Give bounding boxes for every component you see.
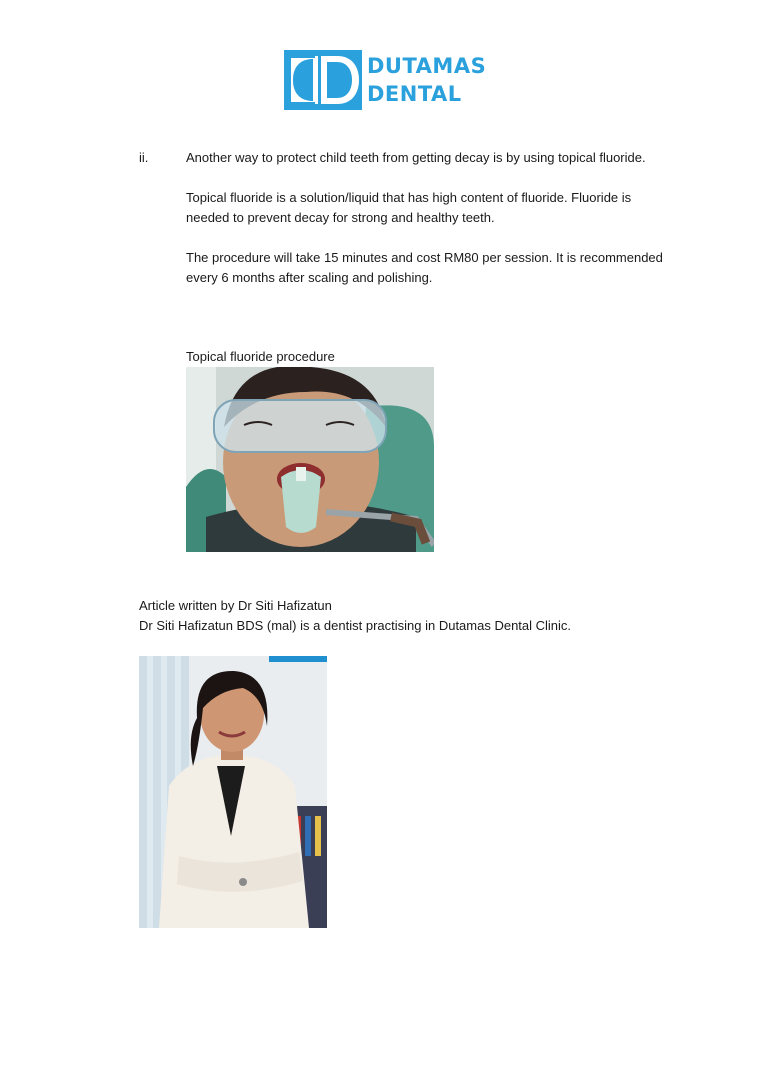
author-portrait-photo <box>139 656 327 928</box>
procedure-line: The procedure will take 15 minutes and cost RM80 per session. It is recommended <box>186 250 663 265</box>
author-bio: Dr Siti Hafizatun BDS (mal) is a dentist practising in Dutamas Dental Clinic. <box>139 618 572 633</box>
clinic-logo <box>281 48 491 112</box>
list-number: ii. <box>139 150 149 165</box>
logo-line2: DENTAL <box>367 82 462 106</box>
definition-line: Topical fluoride is a solution/liquid that has high content of fluoride. Fluoride is <box>186 190 632 205</box>
definition-line: needed to prevent decay for strong and healthy teeth. <box>186 210 495 225</box>
procedure-line: every 6 months after scaling and polishing. <box>186 270 433 285</box>
procedure-paragraph <box>186 248 663 288</box>
photo-caption: Topical fluoride procedure <box>186 349 335 364</box>
definition-paragraph <box>186 188 631 228</box>
fluoride-procedure-photo <box>186 367 434 552</box>
logo-line1: DUTAMAS <box>367 54 487 78</box>
author-byline: Article written by Dr Siti Hafizatun <box>139 598 332 613</box>
logo-mark-icon <box>281 48 365 112</box>
intro-paragraph: Another way to protect child teeth from getting decay is by using topical fluoride. <box>186 150 646 165</box>
